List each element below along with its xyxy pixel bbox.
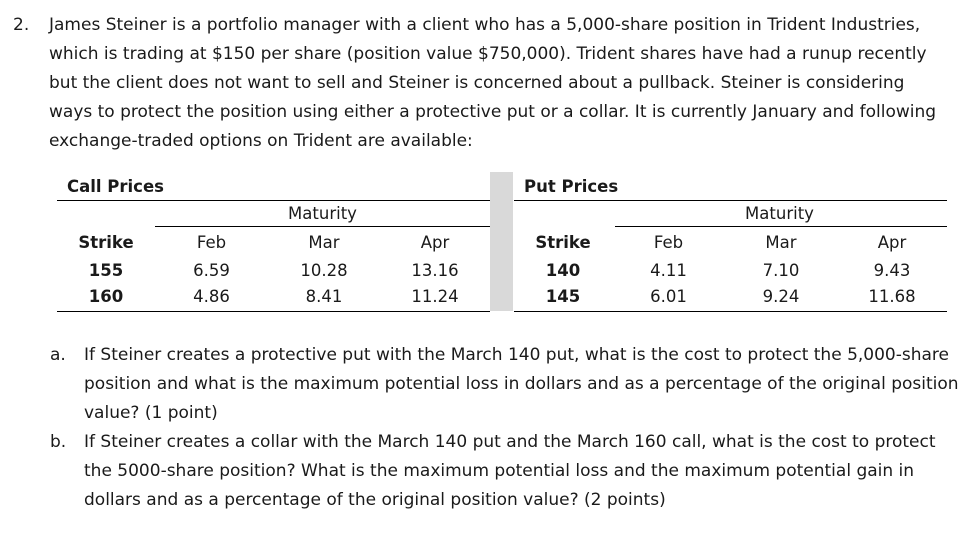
put-col-mar: Mar	[765, 233, 797, 252]
call-col-apr: Apr	[420, 233, 450, 252]
table-divider	[490, 172, 513, 311]
question-a-letter: a.	[50, 345, 66, 365]
put-row-145-apr: 11.68	[868, 287, 916, 306]
question-a-text: If Steiner creates a protective put with the March 140 put, what is the cost to protect the 5,000-share position and what is the maximum potential loss in dollars and as a percentage of the original position value? (1 point)	[84, 345, 959, 423]
problem-number: 2.	[13, 15, 30, 35]
options-price-tables	[57, 172, 958, 312]
put-col-apr: Apr	[877, 233, 907, 252]
call-row-160-strike: 160	[88, 287, 124, 306]
put-row-140-mar: 7.10	[762, 261, 800, 280]
put-maturity-header: Maturity	[745, 204, 814, 223]
question-b-text: If Steiner creates a collar with the March 140 put and the March 160 call, what is the cost to protect the 5000-share position? What is the maximum potential loss and the maximum potential gain in dollars and as a percentage of the original position value? (2 points)	[84, 432, 936, 510]
call-maturity-rule	[155, 226, 490, 227]
put-maturity-rule	[615, 226, 947, 227]
call-row-155-mar: 10.28	[300, 261, 348, 280]
call-row-155-apr: 13.16	[411, 261, 459, 280]
call-table-bottom-rule	[57, 311, 490, 312]
call-row-160-mar: 8.41	[305, 287, 343, 306]
put-col-strike: Strike	[535, 233, 591, 252]
put-table-title: Put Prices	[524, 177, 619, 196]
put-row-140-feb: 4.11	[650, 261, 687, 280]
put-row-145-strike: 145	[545, 287, 581, 306]
put-row-145-feb: 6.01	[650, 287, 687, 306]
question-a	[50, 341, 960, 428]
call-prices-table	[57, 172, 490, 306]
put-table-bottom-rule	[514, 311, 947, 312]
put-col-feb: Feb	[653, 233, 684, 252]
put-row-140-strike: 140	[545, 261, 581, 280]
question-b-letter: b.	[50, 432, 67, 452]
call-col-feb: Feb	[196, 233, 227, 252]
call-row-160-apr: 11.24	[411, 287, 459, 306]
call-col-strike: Strike	[78, 233, 134, 252]
call-col-mar: Mar	[308, 233, 340, 252]
put-prices-table	[514, 172, 947, 306]
call-row-160-feb: 4.86	[193, 287, 230, 306]
call-table-title: Call Prices	[67, 177, 164, 196]
call-row-155-feb: 6.59	[193, 261, 230, 280]
question-b	[50, 428, 960, 515]
call-maturity-header: Maturity	[288, 204, 357, 223]
put-row-140-apr: 9.43	[873, 261, 911, 280]
problem-statement	[13, 11, 963, 156]
call-row-155-strike: 155	[88, 261, 124, 280]
put-row-145-mar: 9.24	[762, 287, 800, 306]
problem-text: James Steiner is a portfolio manager with a client who has a 5,000-share position in Trident Industries, which is trading at $150 per share (position value $750,000). Trident shares have had a runup recently but the client does not want to sell and Steiner is concerned about a pullback. Steiner is considering ways to protect the position using either a protective put or a collar. It is currently January and following exchange-traded options on Trident are available:	[49, 15, 937, 151]
